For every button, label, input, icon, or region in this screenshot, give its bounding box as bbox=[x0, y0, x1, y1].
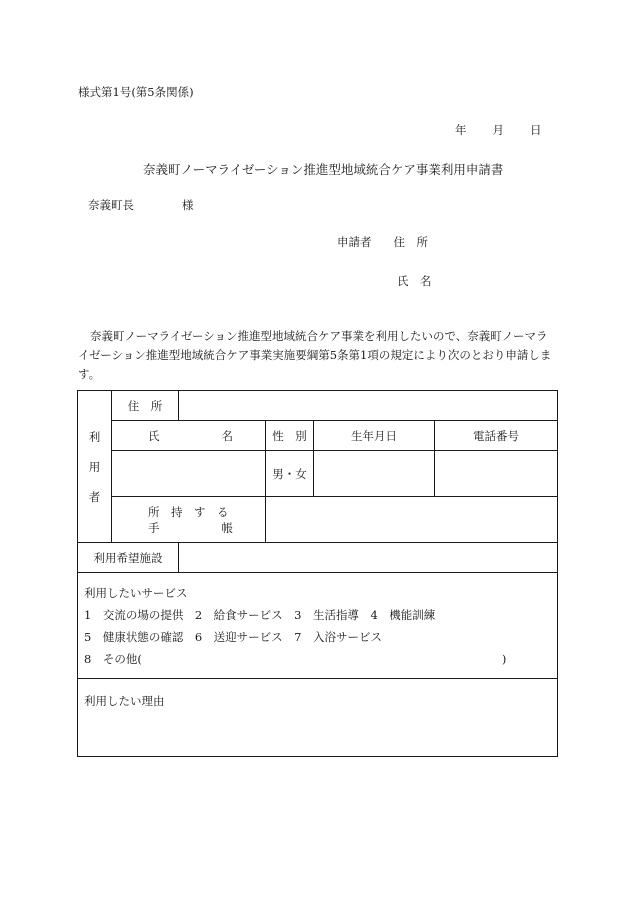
notebook-label bbox=[112, 497, 266, 543]
services-other-label: 8 その他( bbox=[84, 652, 142, 666]
body-text: 奈義町ノーマライゼーション推進型地域統合ケア事業を利用したいので、奈義町ノーマライゼーション推進型地域統合ケア事業実施要綱第5条第1項の規定により次のとおり申請します。 bbox=[78, 329, 552, 381]
notebook-label-char: 手 bbox=[148, 520, 160, 535]
phone-field[interactable] bbox=[435, 451, 558, 497]
phone-label: 電話番号 bbox=[435, 421, 558, 451]
gender-label: 性 別 bbox=[266, 421, 314, 451]
form-number: 様式第1号(第5条関係) bbox=[78, 85, 194, 99]
services-other-close: ) bbox=[501, 652, 507, 666]
addressee-to: 奈義町長 bbox=[88, 198, 134, 212]
services-other-line bbox=[84, 648, 551, 670]
date-year: 年 bbox=[455, 123, 467, 137]
reason-label: 利用したい理由 bbox=[84, 694, 165, 708]
user-label bbox=[78, 391, 112, 543]
reason-section bbox=[78, 679, 558, 757]
application-table bbox=[77, 390, 558, 757]
addressee-honorific: 様 bbox=[182, 198, 194, 212]
address-label: 住 所 bbox=[112, 391, 179, 421]
services-line: 5 健康状態の確認 6 送迎サービス 7 入浴サービス bbox=[84, 630, 382, 644]
birthdate-label: 生年月日 bbox=[314, 421, 435, 451]
applicant-address-label: 住 所 bbox=[393, 235, 428, 249]
date-line bbox=[455, 122, 542, 138]
date-day: 日 bbox=[530, 123, 542, 137]
gender-options[interactable]: 男・女 bbox=[266, 451, 314, 497]
user-label-char: 用 bbox=[88, 459, 101, 474]
user-label-char: 利 bbox=[88, 429, 101, 444]
name-label-char: 氏 bbox=[148, 428, 160, 443]
birthdate-field[interactable] bbox=[314, 451, 435, 497]
addressee bbox=[88, 197, 194, 213]
applicant-address-line bbox=[337, 234, 428, 250]
date-month: 月 bbox=[492, 123, 504, 137]
user-label-char: 者 bbox=[88, 489, 101, 504]
notebook-label-char: 帳 bbox=[221, 520, 233, 535]
page-title: 奈義町ノーマライゼーション推進型地域統合ケア事業利用申請書 bbox=[143, 162, 504, 177]
name-field[interactable] bbox=[112, 451, 266, 497]
applicant-name-label: 氏 名 bbox=[397, 274, 432, 288]
name-label-char: 名 bbox=[221, 428, 233, 443]
services-line: 1 交流の場の提供 2 給食サービス 3 生活指導 4 機能訓練 bbox=[84, 608, 436, 622]
name-label bbox=[112, 421, 266, 451]
applicant-label: 申請者 bbox=[337, 235, 372, 249]
services-heading: 利用したいサービス bbox=[84, 586, 188, 600]
facility-label: 利用希望施設 bbox=[78, 543, 179, 573]
notebook-label-line1: 所 持 す る bbox=[148, 504, 229, 519]
services-section bbox=[78, 573, 558, 679]
notebook-field[interactable] bbox=[266, 497, 558, 543]
facility-field[interactable] bbox=[179, 543, 558, 573]
address-field[interactable] bbox=[179, 391, 558, 421]
